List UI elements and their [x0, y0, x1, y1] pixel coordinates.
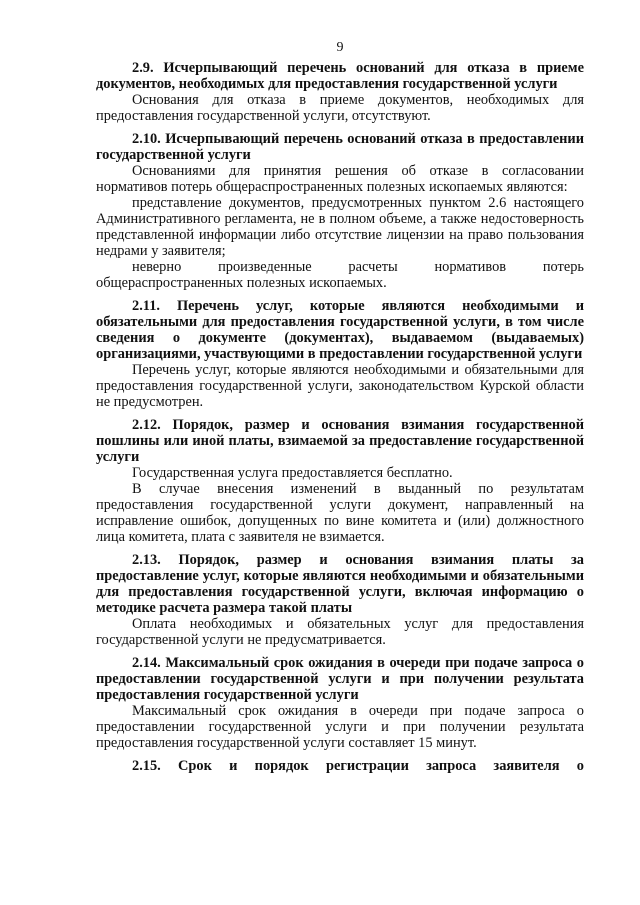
- section-heading-2-11: 2.11. Перечень услуг, которые являются необходимыми и обязательными для предоставления государственной услуги, в том числе сведения о документе (документах), выдаваемом (выдаваемых) организациями, участвующими в предоставлении государственной услуги: [96, 298, 584, 362]
- section-heading-2-10: 2.10. Исчерпывающий перечень оснований отказа в предоставлении государственной услуги: [96, 131, 584, 163]
- paragraph: В случае внесения изменений в выданный по результатам предоставления государственной услуги документ, направленный на исправление ошибок, допущенных по вине комитета и (или) должностного лица комитета, плата с заявителя не взимается.: [96, 481, 584, 545]
- paragraph: Государственная услуга предоставляется бесплатно.: [132, 465, 453, 481]
- paragraph: Основаниями для принятия решения об отказе в согласовании нормативов потерь общераспространенных полезных ископаемых являются:: [96, 163, 584, 195]
- section-heading-2-12: 2.12. Порядок, размер и основания взимания государственной пошлины или иной платы, взимаемой за предоставление государственной услуги: [96, 417, 584, 465]
- section-heading-2-9: 2.9. Исчерпывающий перечень оснований для отказа в приеме документов, необходимых для предоставления государственной услуги: [96, 60, 584, 92]
- paragraph: неверно произведенные расчеты нормативов потерь общераспространенных полезных ископаемых.: [96, 259, 584, 291]
- section-heading-2-14: 2.14. Максимальный срок ожидания в очереди при подаче запроса о предоставлении государственной услуги и при получении результата предоставления государственной услуги: [96, 655, 584, 703]
- page-number: 9: [336, 40, 344, 55]
- paragraph: Перечень услуг, которые являются необходимыми и обязательными для предоставления государственной услуги, законодательством Курской области не предусмотрен.: [96, 362, 584, 410]
- paragraph: представление документов, предусмотренных пунктом 2.6 настоящего Административного регламента, не в полном объеме, а также недостоверность представленной информации либо отсутствие лицензии на право пользования недрами у заявителя;: [96, 195, 584, 259]
- paragraph: Оплата необходимых и обязательных услуг для предоставления государственной услуги не предусматривается.: [96, 616, 584, 648]
- paragraph: Основания для отказа в приеме документов, необходимых для предоставления государственной услуги, отсутствуют.: [96, 92, 584, 124]
- section-heading-2-15: 2.15. Срок и порядок регистрации запроса заявителя о: [132, 758, 584, 774]
- section-heading-2-13: 2.13. Порядок, размер и основания взимания платы за предоставление услуг, которые являются необходимыми и обязательными для предоставления государственной услуги, включая информацию о методике расчета размера такой платы: [96, 552, 584, 616]
- document-page: [96, 40, 584, 774]
- paragraph: Максимальный срок ожидания в очереди при подаче запроса о предоставлении государственной услуги и при получении результата предоставления государственной услуги составляет 15 минут.: [96, 703, 584, 751]
